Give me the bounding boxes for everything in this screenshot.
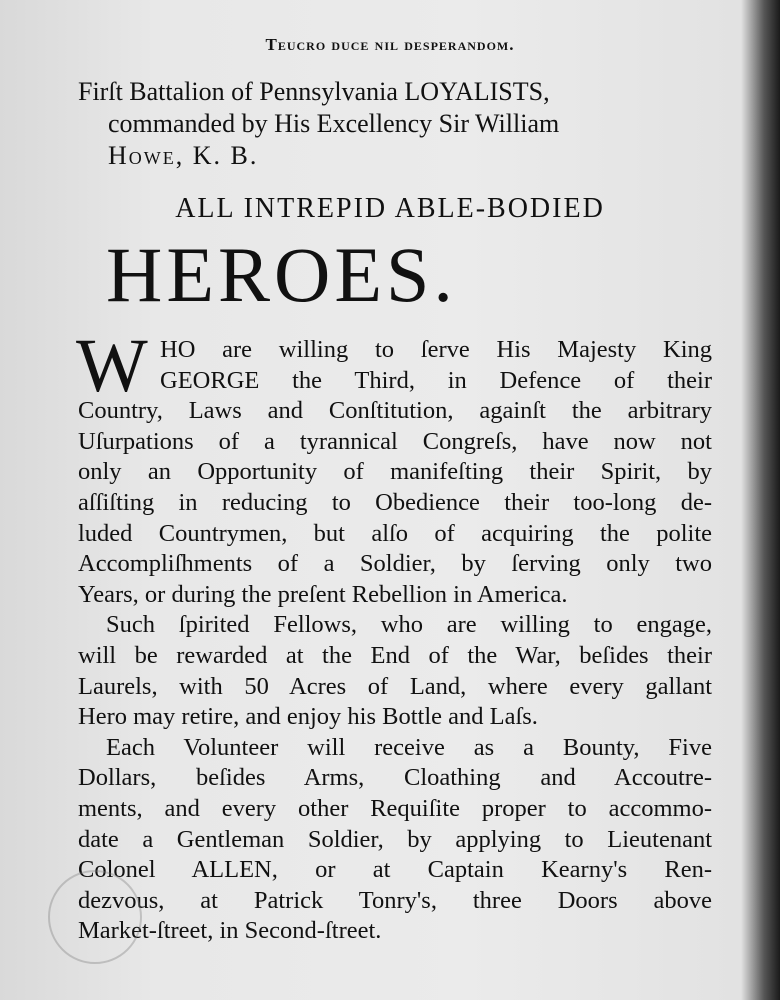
body-line: Such ſpirited Fellows, who are willing to engage, [106,611,712,639]
body-line: Market-ſtreet, in Second-ſtreet. [78,917,382,945]
body-line: will be rewarded at the End of the War, beſides their [78,642,712,669]
motto: Teucro duce nil desperandom. [265,35,515,54]
body-line: dezvous, at Patrick Tonry's, three Doors above [78,886,712,914]
subtitle: ALL INTREPID ABLE-BODIED [175,193,605,224]
body-line: Accompliſhments of a Soldier, by ſerving only two [78,550,712,578]
body-line: Uſurpations of a tyrannical Congreſs, have now not [78,427,712,455]
body-line: HO are willing to ſerve His Majesty King [160,336,712,363]
heading-line-1: Firſt Battalion of Pennsylvania LOYALISTS, [78,77,550,106]
body-line: Country, Laws and Conſtitution, againſt the arbitrary [78,397,712,425]
body-line: luded Countrymen, but alſo of acquiring the polite [78,519,712,547]
body-line: Colonel ALLEN, or at Captain Kearny's Ren- [78,856,712,884]
drop-cap: W [76,324,148,408]
body-line: ments, and every other Requiſite proper to accommo- [78,795,712,822]
body-line: only an Opportunity of manifeſting their Spirit, by [78,458,712,486]
body-line: date a Gentleman Soldier, by applying to Lieutenant [78,825,712,853]
body-line: Each Volunteer will receive as a Bounty, Five [106,733,712,761]
body-line: Years, or during the preſent Rebellion in America. [78,580,568,608]
body-line: Dollars, beſides Arms, Cloathing and Accoutre- [78,764,712,792]
library-stamp [48,870,142,964]
heading-line-2: commanded by His Excellency Sir William [108,109,560,138]
body-line: Hero may retire, and enjoy his Bottle and Laſs. [78,703,538,731]
body-line: Laurels, with 50 Acres of Land, where every gallant [78,672,712,700]
body-line: GEORGE the Third, in Defence of their [160,366,712,394]
title-heroes: HEROES. [106,231,457,318]
body-line: aſſiſting in reducing to Obedience their too-long de- [78,489,712,516]
heading-line-3: Howe, K. B. [108,141,259,170]
